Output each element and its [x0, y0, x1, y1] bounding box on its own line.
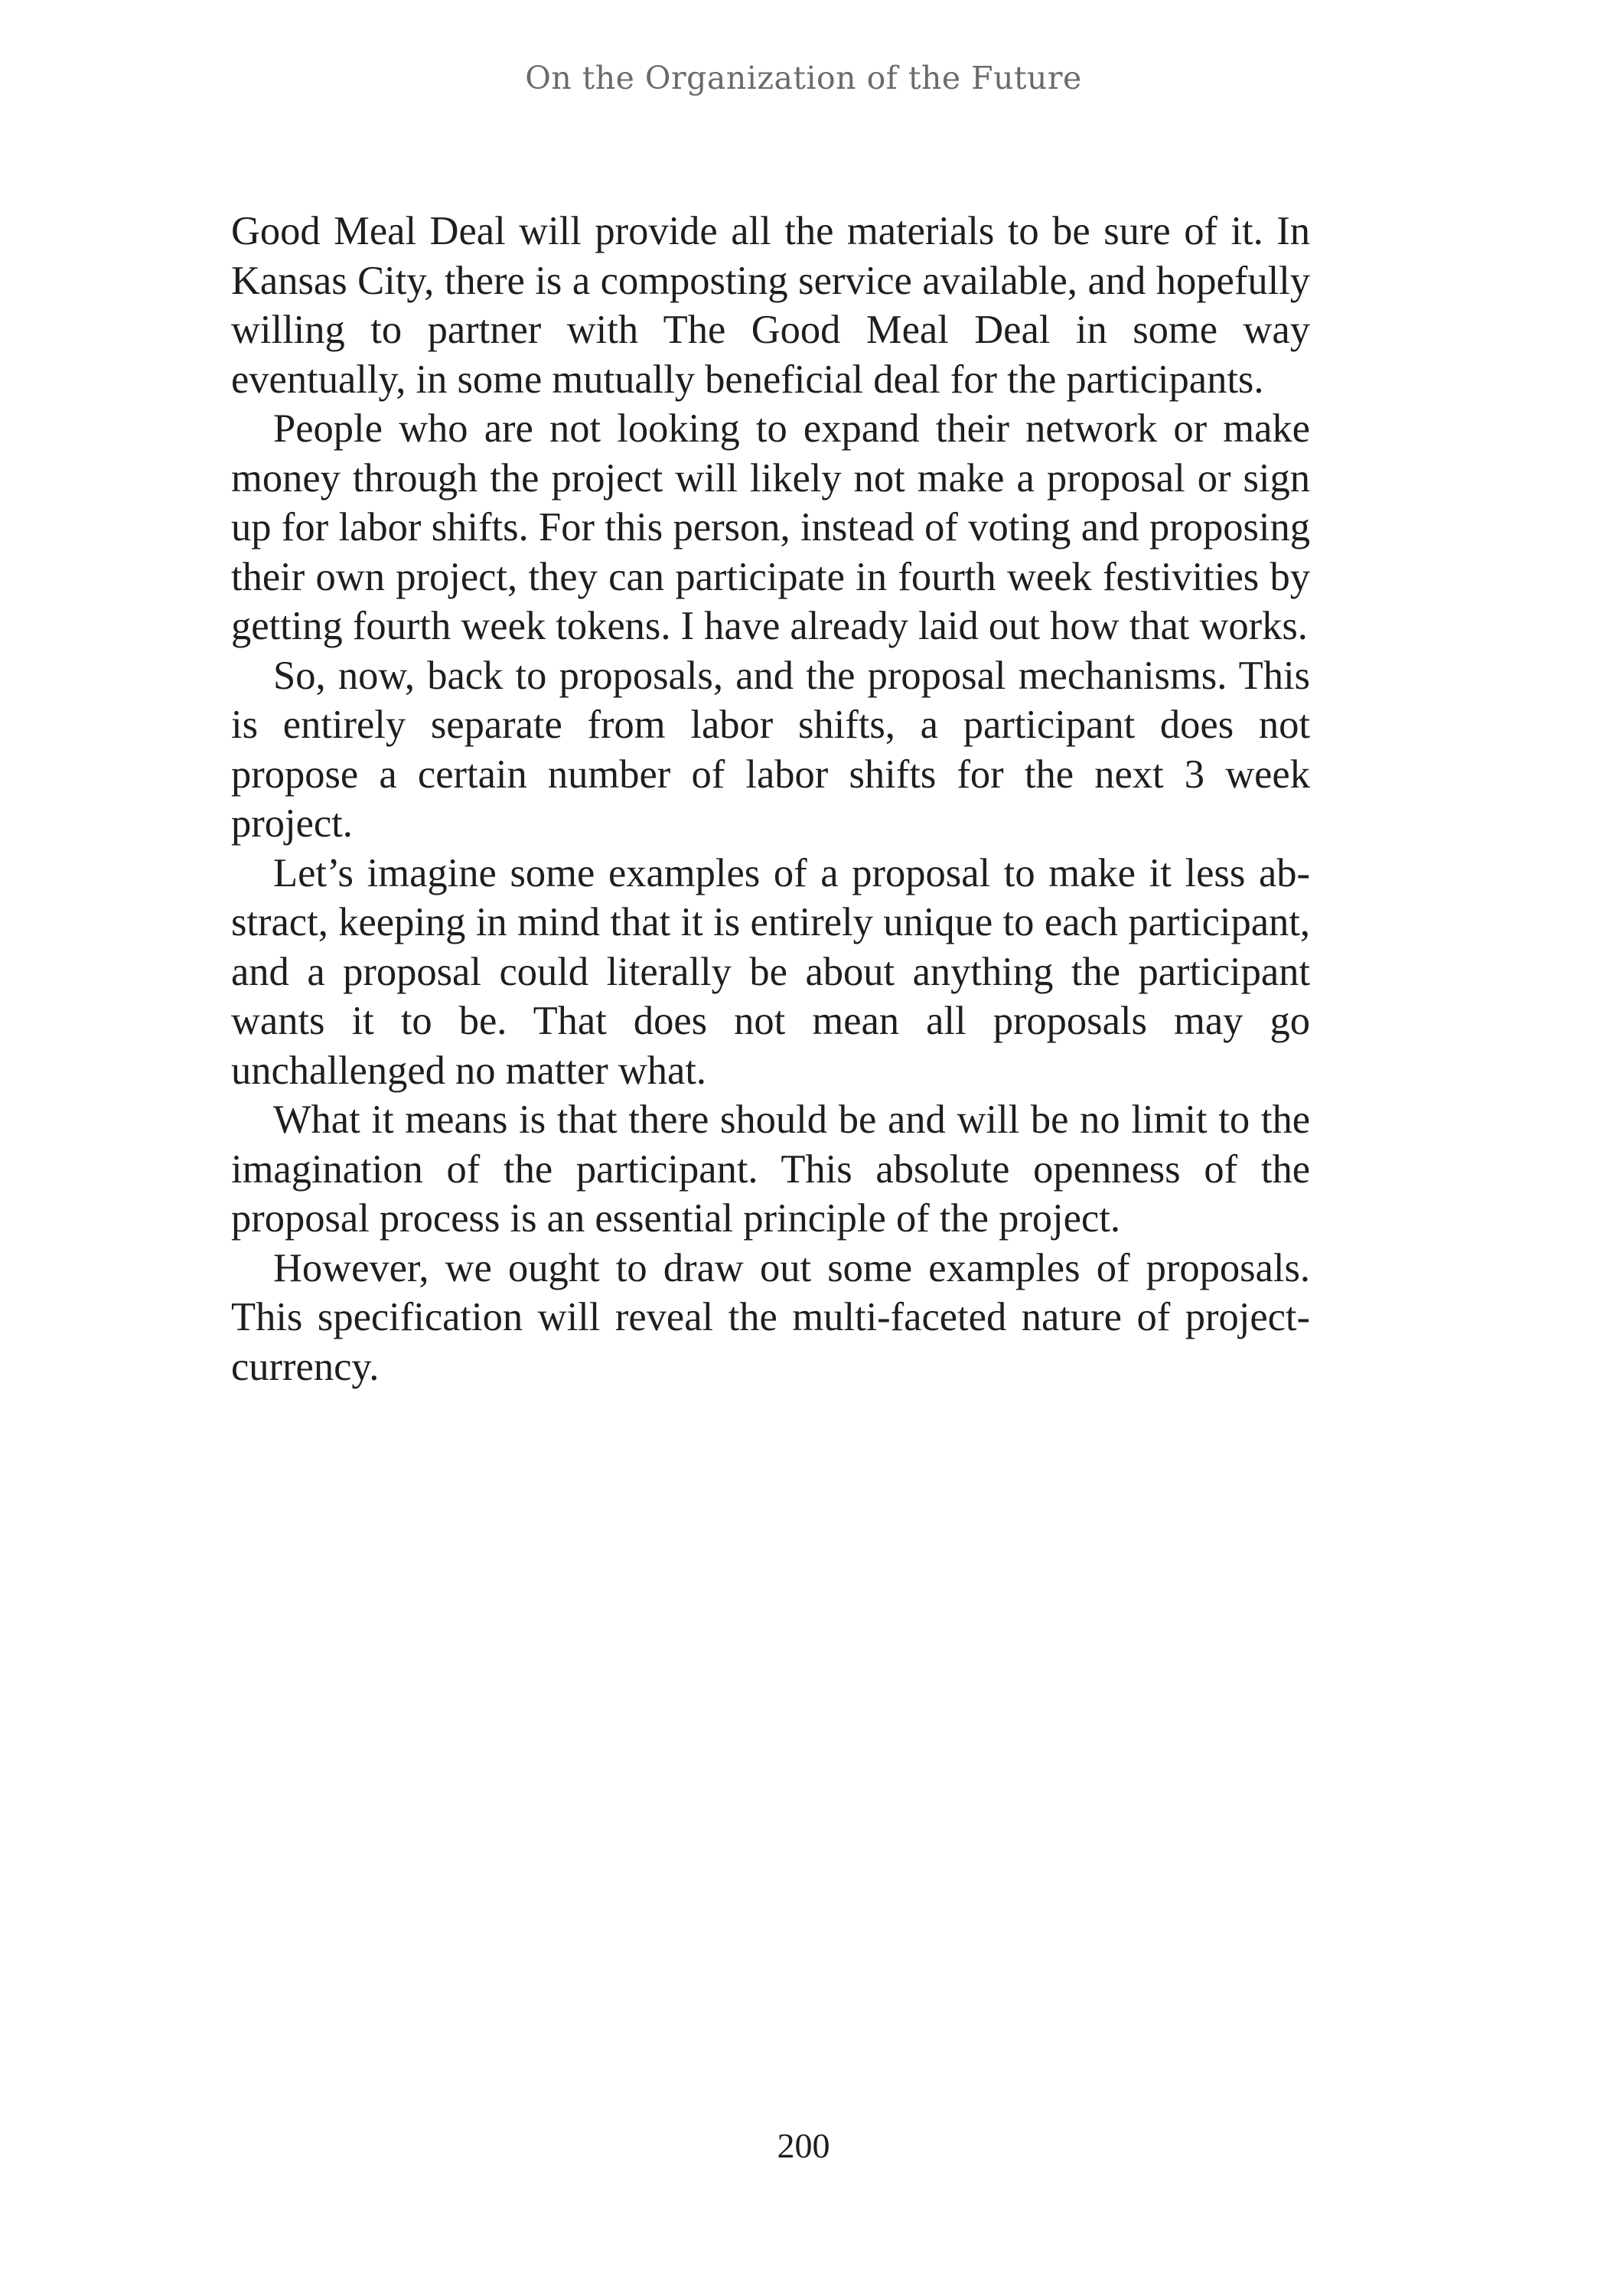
paragraph: What it means is that there should be and will be no limit to the imagination of the participant. This absolute openness of the proposal process is an essential principle of the project.: [231, 1097, 1310, 1241]
paragraph: So, now, back to proposals, and the proposal mechanisms. This is entirely separate from labor shifts, a participant does not propose a certain number of labor shifts for the next 3 week project.: [231, 653, 1310, 846]
paragraph: However, we ought to draw out some examples of proposals. This specification will reveal the multi-faceted nature of project-currency.: [231, 1245, 1310, 1389]
paragraph: People who are not looking to expand their network or make money through the project will likely not make a proposal or sign up for labor shifts. For this person, instead of voting and proposing their own project, they can participate in fourth week festivities by getting fourth week tokens. I have already laid out how that works.: [231, 406, 1310, 648]
page-number: 200: [777, 2126, 830, 2165]
paragraph: Let’s imagine some examples of a proposal to make it less abstract, keeping in mind that it is entirely unique to each participant, and a proposal could literally be about anything the participant wants it to be. That does not mean all proposals may go unchallenged no matter what.: [231, 850, 1310, 1093]
running-header: On the Organization of the Future: [525, 60, 1082, 96]
paragraph: Good Meal Deal will provide all the materials to be sure of it. In Kansas City, there is a composting service available, and hopefully willing to partner with The Good Meal Deal in some way eventually, in some mutually beneficial deal for the participants.: [231, 209, 1310, 402]
body-text: [231, 207, 1310, 1391]
